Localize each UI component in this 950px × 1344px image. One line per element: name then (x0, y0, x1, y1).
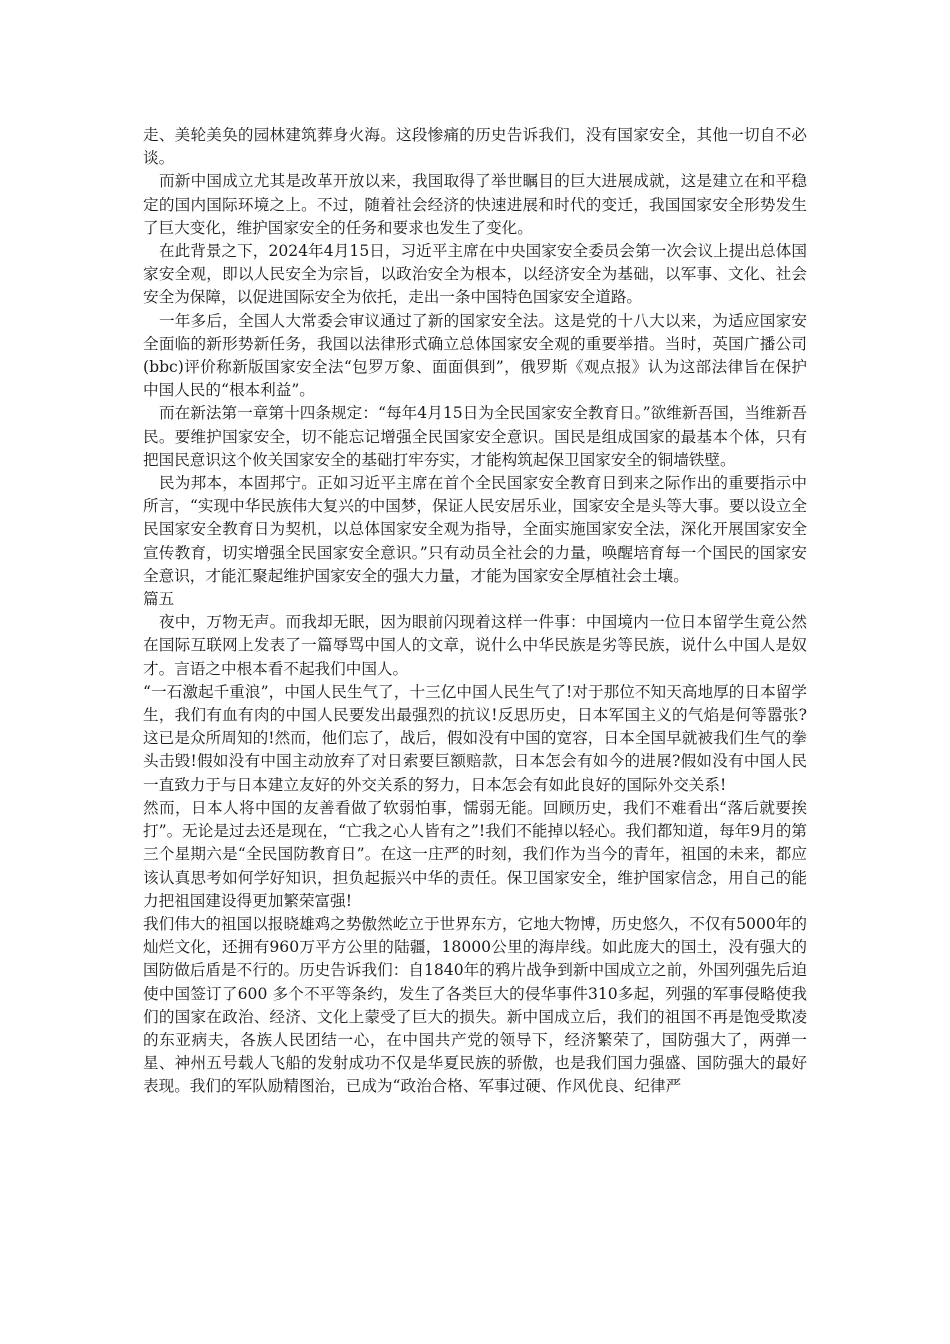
paragraph-1: 走、美轮美奂的园林建筑葬身火海。这段惨痛的历史告诉我们，没有国家安全，其他一切自不必谈。 (143, 126, 807, 168)
paragraph-7: 夜中，万物无声。而我却无眠，因为眼前闪现着这样一件事：中国境内一位日本留学生竟公然在国际互联网上发表了一篇辱骂中国人的文章，说什么中华民族是劣等民族，说什么中国人是奴才。言语之中根本看不起我们中国人。 (143, 613, 807, 678)
paragraph-4: 一年多后，全国人大常委会审议通过了新的国家安全法。这是党的十八大以来，为适应国家安全面临的新形势新任务，我国以法律形式确立总体国家安全观的重要举措。当时，英国广播公司(bbc)评价称新版国家安全法“包罗万象、面面俱到”，俄罗斯《观点报》认为这部法律旨在保护中国人民的“根本利益”。 (143, 311, 807, 400)
paragraph-2: 而新中国成立尤其是改革开放以来，我国取得了举世瞩目的巨大进展成就，这是建立在和平稳定的国内国际环境之上。不过，随着社会经济的快速进展和时代的变迁，我国国家安全形势发生了巨大变化，维护国家安全的任务和要求也发生了变化。 (143, 172, 807, 237)
section-heading: 篇五 (143, 590, 175, 609)
paragraph-9: 然而，日本人将中国的友善看做了软弱怕事，懦弱无能。回顾历史，我们不难看出“落后就要挨打”。无论是过去还是现在，“亡我之心人皆有之”!我们不能掉以轻心。我们都知道，每年9月的第三个星期六是“全民国防教育日”。在这一庄严的时刻，我们作为当今的青年，祖国的未来，都应该认真思考如何学好知识，担负起振兴中华的责任。保卫国家安全，维护国家信念，用自己的能力把祖国建设得更加繁荣富强! (143, 798, 807, 910)
paragraph-3: 在此背景之下，2024年4月15日，习近平主席在中央国家安全委员会第一次会议上提出总体国家安全观，即以人民安全为宗旨，以政治安全为根本，以经济安全为基础，以军事、文化、社会安全为保障，以促进国际安全为依托，走出一条中国特色国家安全道路。 (143, 242, 807, 307)
paragraph-8: “一石激起千重浪”，中国人民生气了，十三亿中国人民生气了!对于那位不知天高地厚的日本留学生，我们有血有肉的中国人民要发出最强烈的抗议!反思历史，日本军国主义的气焰是何等嚣张?这已是众所周知的!然而，他们忘了，战后，假如没有中国的宽容，日本全国早就被我们生气的拳头击毁!假如没有中国主动放弃了对日索要巨额赔款，日本怎会有如今的进展?假如没有中国人民一直致力于与日本建立友好的外交关系的努力，日本怎会有如此良好的国际外交关系! (143, 682, 807, 794)
document-page (143, 124, 807, 1099)
paragraph-10: 我们伟大的祖国以报晓雄鸡之势傲然屹立于世界东方，它地大物博，历史悠久，不仅有5000年的灿烂文化，还拥有960万平方公里的陆疆，18000公里的海岸线。如此庞大的国土，没有强大的国防做后盾是不行的。历史告诉我们：自1840年的鸦片战争到新中国成立之前，外国列强先后迫使中国签订了600 多个不平等条约，发生了各类巨大的侵华事件310多起，列强的军事侵略使我们的国家在政治、经济、文化上蒙受了巨大的损失。新中国成立后，我们的祖国不再是饱受欺凌的东亚病夫，各族人民团结一心，在中国共产党的领导下，经济繁荣了，国防强大了，两弹一星、神州五号载人飞船的发射成功不仅是华夏民族的骄傲，也是我们国力强盛、国防强大的最好表现。我们的军队励精图治，已成为“政治合格、军事过硬、作风优良、纪律严 (143, 914, 807, 1096)
paragraph-5: 而在新法第一章第十四条规定：“每年4月15日为全民国家安全教育日。”欲维新吾国，当维新吾民。要维护国家安全，切不能忘记增强全民国家安全意识。国民是组成国家的最基本个体，只有把国民意识这个攸关国家安全的基础打牢夯实，才能构筑起保卫国家安全的铜墙铁壁。 (143, 404, 807, 469)
paragraph-6: 民为邦本，本固邦宁。正如习近平主席在首个全民国家安全教育日到来之际作出的重要指示中所言，“实现中华民族伟大复兴的中国梦，保证人民安居乐业，国家安全是头等大事。要以设立全民国家安全教育日为契机，以总体国家安全观为指导，全面实施国家安全法，深化开展国家安全宣传教育，切实增强全民国家安全意识。”只有动员全社会的力量，唤醒培育每一个国民的国家安全意识，才能汇聚起维护国家安全的强大力量，才能为国家安全厚植社会土壤。 (143, 474, 807, 585)
